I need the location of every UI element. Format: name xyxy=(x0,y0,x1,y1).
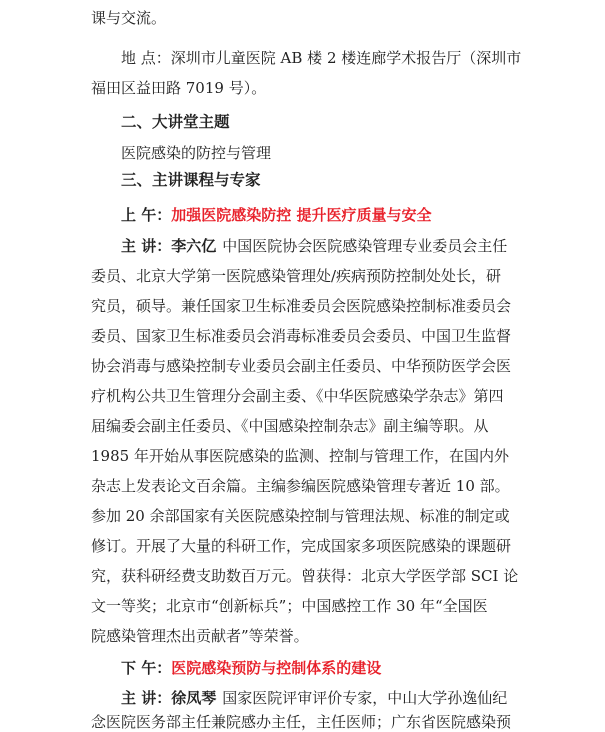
morning-topic: 加强医院感染防控 提升医疗质量与安全 xyxy=(171,206,432,224)
afternoon-bio-line: 念医院医务部主任兼院感办主任，主任医师；广东省医院感染预 xyxy=(91,713,512,731)
afternoon-speaker-label: 主 讲： xyxy=(121,689,172,707)
section-3-title: 三、主讲课程与专家 xyxy=(121,171,261,189)
afternoon-label: 下 午： xyxy=(121,659,172,677)
afternoon-speaker-line xyxy=(121,688,507,708)
morning-bio-line: 届编委会副主任委员、《中国感染控制杂志》副主编等职。从 xyxy=(91,417,489,435)
afternoon-speaker-name: 徐凤琴 xyxy=(171,689,217,707)
morning-bio-line: 疗机构公共卫生管理分会副主委、《中华医院感染学杂志》第四 xyxy=(91,387,504,405)
morning-speaker-line xyxy=(121,236,507,256)
section-2-title: 二、大讲堂主题 xyxy=(121,113,230,131)
intro-tail-text: 课与交流。 xyxy=(91,9,167,27)
location-label: 地 点： xyxy=(121,49,171,67)
morning-bio-line: 1985 年开始从事医院感染的监测、控制与管理工作，在国内外 xyxy=(91,447,509,465)
morning-bio-line: 修订。开展了大量的科研工作，完成国家多项医院感染的课题研 xyxy=(91,537,512,555)
afternoon-bio-first: 国家医院评审评价专家，中山大学孙逸仙纪 xyxy=(222,689,508,707)
morning-bio-line: 参加 20 余部国家有关医院感染控制与管理法规、标准的制定或 xyxy=(91,507,510,525)
morning-bio-line: 杂志上发表论文百余篇。主编参编医院感染管理专著近 10 部。 xyxy=(91,477,510,495)
morning-speaker-label: 主 讲： xyxy=(121,237,172,255)
morning-bio-line: 文一等奖；北京市“创新标兵”；中国感控工作 30 年“全国医 xyxy=(91,597,488,615)
morning-bio-line: 究，获科研经费支助数百万元。曾获得：北京大学医学部 SCI 论 xyxy=(91,567,519,585)
morning-bio-line: 委员、北京大学第一医院感染管理处/疾病预防控制处处长，研 xyxy=(91,267,502,285)
location-line-1 xyxy=(121,48,521,68)
morning-bio-line: 院感染管理杰出贡献者”等荣誉。 xyxy=(91,627,309,645)
location-address-1: 深圳市儿童医院 AB 楼 2 楼连廊学术报告厅（深圳市 xyxy=(170,49,522,67)
morning-bio-line: 委员、国家卫生标准委员会消毒标准委员会委员、中国卫生监督 xyxy=(91,327,512,345)
location-address-2: 福田区益田路 7019 号）。 xyxy=(91,79,267,97)
afternoon-session-line xyxy=(121,658,381,678)
morning-bio-line: 协会消毒与感染控制专业委员会副主任委员、中华预防医学会医 xyxy=(91,357,512,375)
morning-label: 上 午： xyxy=(121,206,172,224)
morning-speaker-name: 李六亿 xyxy=(171,237,217,255)
afternoon-topic: 医院感染预防与控制体系的建设 xyxy=(171,659,382,677)
morning-bio-first: 中国医院协会医院感染管理专业委员会主任 xyxy=(222,237,508,255)
section-2-theme: 医院感染的防控与管理 xyxy=(121,144,272,162)
morning-session-line xyxy=(121,205,431,225)
morning-bio-line: 究员，硕导。兼任国家卫生标准委员会医院感染控制标准委员会 xyxy=(91,297,512,315)
